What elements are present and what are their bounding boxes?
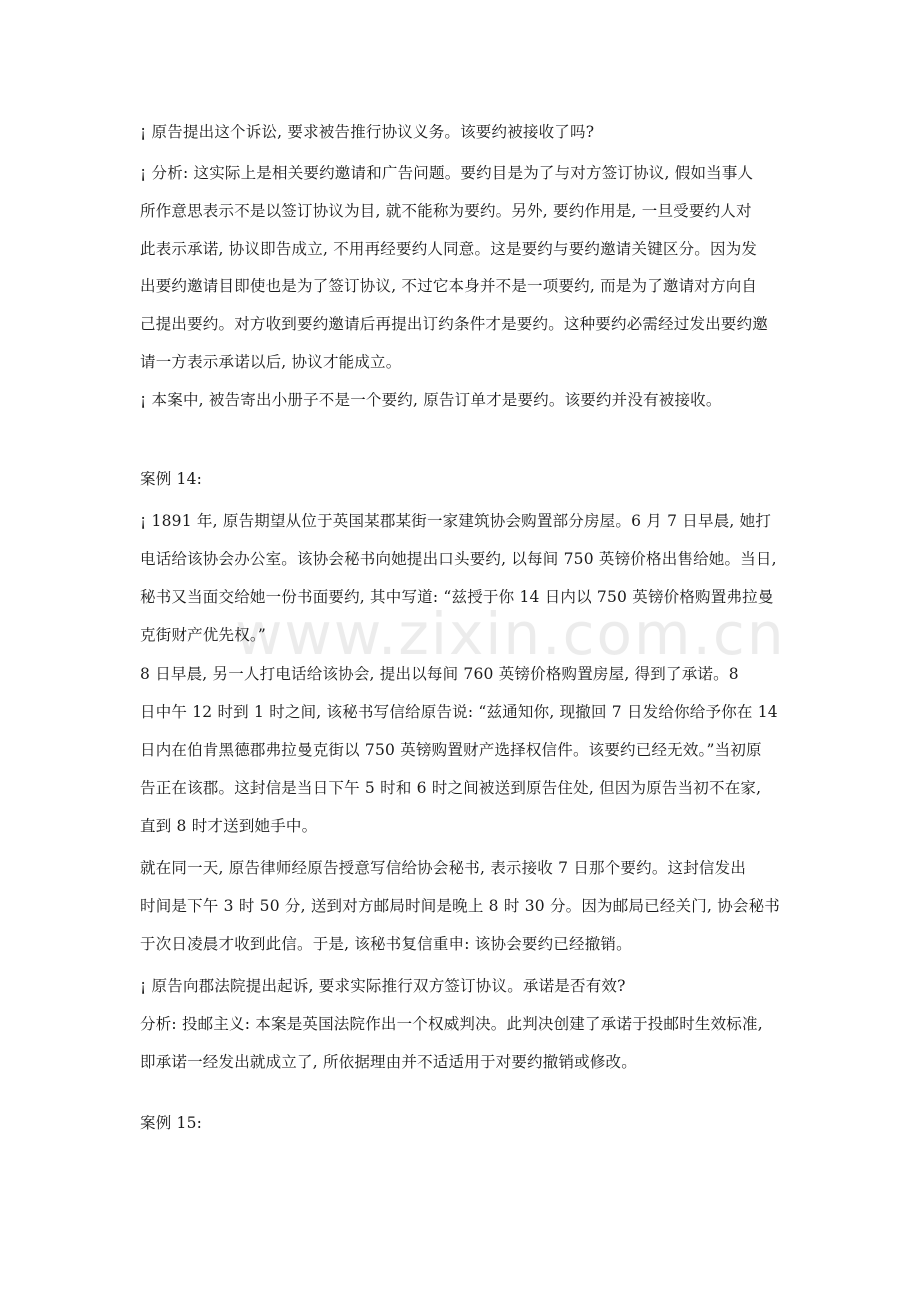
case-line: 8 日早晨, 另一人打电话给该协会, 提出以每间 760 英镑价格购置房屋, 得到了承诺。8 [140,665,739,683]
case-line: 直到 8 时才送到她手中。 [140,817,318,835]
analysis-line: 即承诺一经发出就成立了, 所依据理由并不适适用于对要约撤销或修改。 [140,1053,637,1071]
paragraph-line: 此表示承诺, 协议即告成立, 不用再经要约人同意。这是要约与要约邀请关键区分。因为发 [140,240,758,258]
case-line: 告正在该郡。这封信是当日下午 5 时和 6 时之间被送到原告住处, 但因为原告当初不在家, [140,779,762,797]
case-line: 时间是下午 3 时 50 分, 送到对方邮局时间是晚上 8 时 30 分。因为邮局已经关门, 协会秘书 [140,897,780,915]
case-line: 于次日凌晨才收到此信。于是, 该秘书复信重申: 该协会要约已经撤销。 [140,935,632,953]
question-line: ¡ 原告提出这个诉讼, 要求被告推行协议义务。该要约被接收了吗? [140,123,595,141]
analysis-line: ¡ 分析: 这实际上是相关要约邀请和广告问题。要约目是为了与对方签订协议, 假如当事人 [140,164,754,182]
case-heading: 案例 14: [140,470,203,488]
paragraph-line: ¡ 本案中, 被告寄出小册子不是一个要约, 原告订单才是要约。该要约并没有被接收。 [140,391,722,409]
case-line: 日中午 12 时到 1 时之间, 该秘书写信给原告说: “兹通知你, 现撤回 7 日发给你给予你在 14 [140,703,778,721]
analysis-line: 分析: 投邮主义: 本案是英国法院作出一个权威判决。此判决创建了承诺于投邮时生效标准, [140,1015,763,1033]
case-line: 电话给该协会办公室。该协会秘书向她提出口头要约, 以每间 750 英镑价格出售给她。当日, [140,550,777,568]
case-line: 就在同一天, 原告律师经原告授意写信给协会秘书, 表示接收 7 日那个要约。这封信发出 [140,859,747,877]
case-heading: 案例 15: [140,1114,203,1132]
case-line: ¡ 1891 年, 原告期望从位于英国某郡某街一家建筑协会购置部分房屋。6 月 7 日早晨, 她打 [140,512,772,530]
paragraph-line: 所作意思表示不是以签订协议为目, 就不能称为要约。另外, 要约作用是, 一旦受要约人对 [140,202,752,220]
case-line: 日内在伯肯黑德郡弗拉曼克街以 750 英镑购置财产选择权信件。该要约已经无效。”当初原 [140,741,762,759]
case-line: 秘书又当面交给她一份书面要约, 其中写道: “兹授于你 14 日内以 750 英镑价格购置弗拉曼 [140,588,774,606]
paragraph-line: 己提出要约。对方收到要约邀请后再提出订约条件才是要约。这种要约必需经过发出要约邀 [140,315,769,333]
watermark: www.zixin.com.cn [235,600,786,668]
paragraph-line: 请一方表示承诺以后, 协议才能成立。 [140,353,402,371]
paragraph-line: 出要约邀请目即使也是为了签订协议, 不过它本身并不是一项要约, 而是为了邀请对方向自 [140,277,758,295]
case-line: 克街财产优先权。” [140,626,266,644]
question-line: ¡ 原告向郡法院提出起诉, 要求实际推行双方签订协议。承诺是否有效? [140,977,626,995]
